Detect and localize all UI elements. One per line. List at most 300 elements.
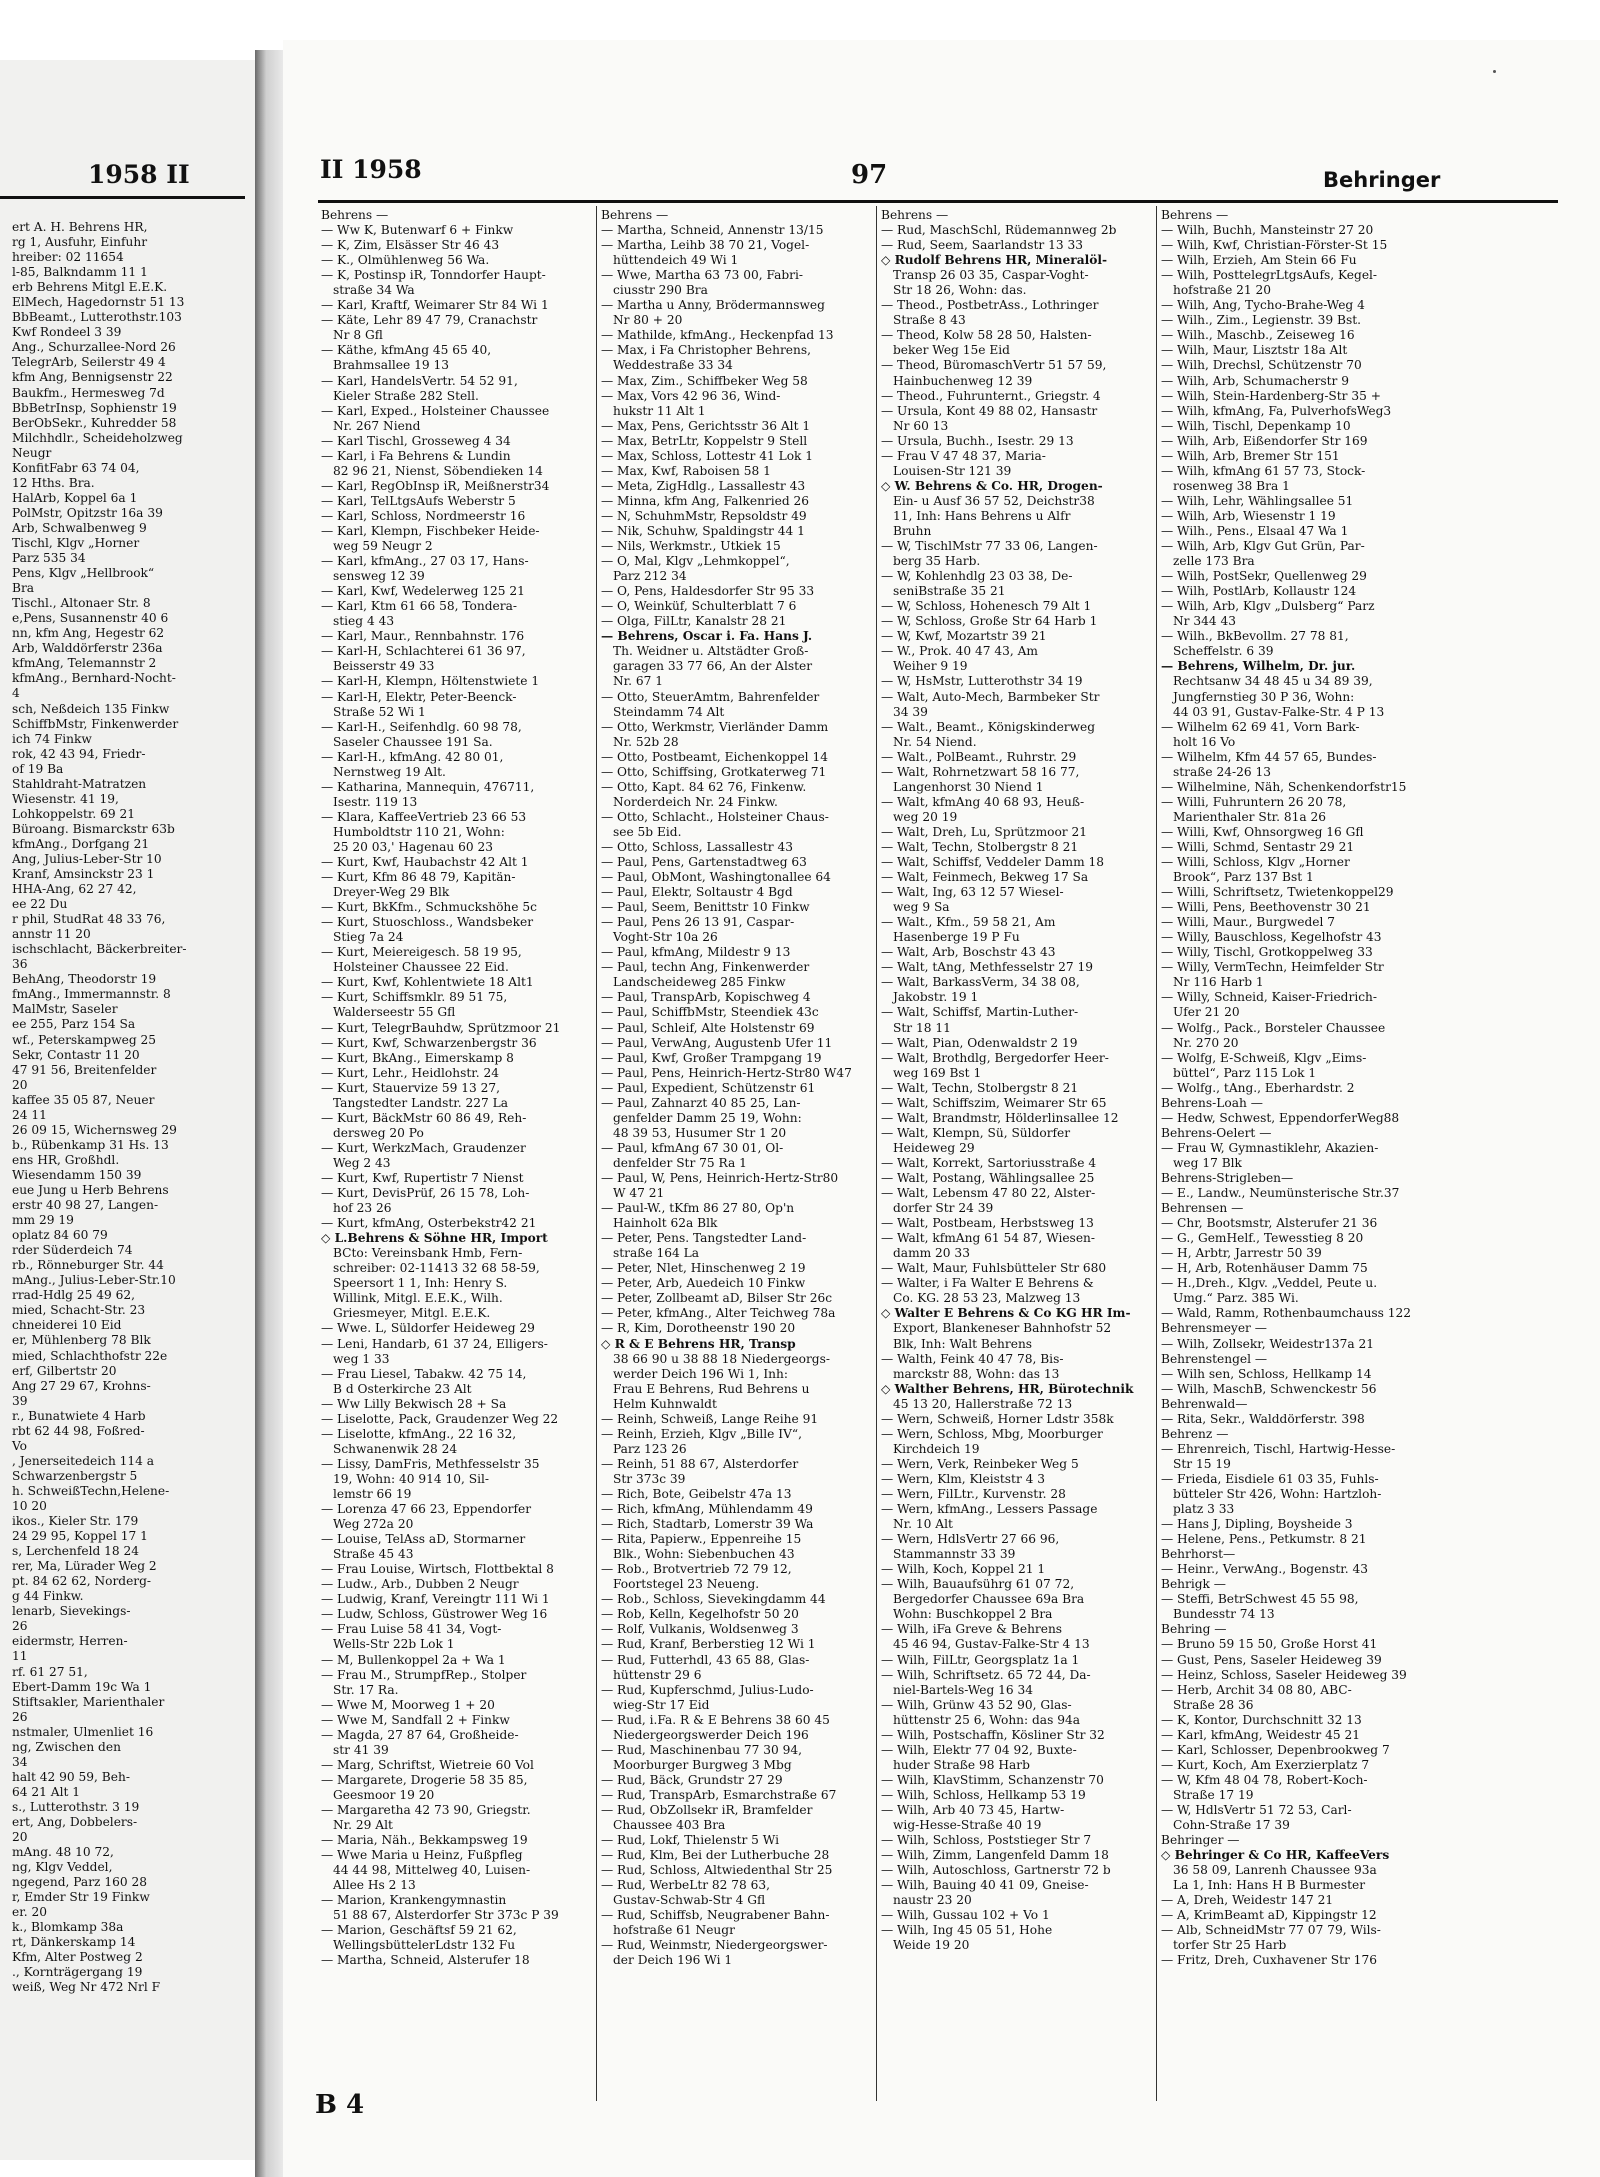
directory-entry: Stieg 7a 24 [333, 930, 404, 945]
directory-entry: — Otto, SteuerAmtm, Bahrenfelder [601, 689, 820, 704]
directory-entry: — Rud, Kupferschmd, Julius-Ludo- [601, 1682, 814, 1697]
directory-entry: Bruhn [893, 523, 932, 538]
directory-entry: kfmAng., Dorfgang 21 [12, 836, 150, 851]
directory-entry: Büroang. Bismarckstr 63b [12, 821, 175, 836]
directory-entry: hüttenstr 29 6 [613, 1667, 702, 1682]
directory-entry: — Wern, Schloss, Mbg, Moorburger [881, 1426, 1103, 1441]
directory-entry: La 1, Inh: Hans H B Burmester [1173, 1878, 1366, 1893]
directory-entry: — Wilh, Koch, Koppel 21 1 [881, 1562, 1046, 1577]
directory-entry: hüttendeich 49 Wi 1 [613, 253, 739, 268]
directory-entry: Nr 80 + 20 [613, 313, 683, 328]
directory-entry: — Walt, Pian, Odenwaldstr 2 19 [881, 1035, 1078, 1050]
directory-entry: Behrens-Oelert — [1161, 1125, 1272, 1140]
directory-entry: — Karl-H, Klempn, Höltenstwiete 1 [321, 674, 540, 689]
directory-entry: — Kurt, DevisPrüf, 26 15 78, Loh- [321, 1186, 530, 1201]
directory-entry: — K, Kontor, Durchschnitt 32 13 [1161, 1712, 1362, 1727]
directory-entry: ◇ Rudolf Behrens HR, Mineralöl- [881, 253, 1108, 268]
directory-entry: — Frau Liesel, Tabakw. 42 75 14, [321, 1366, 527, 1381]
directory-entry: Ufer 21 20 [1173, 1005, 1240, 1020]
directory-entry: ee 255, Parz 154 Sa [12, 1017, 136, 1032]
directory-entry: b., Rübenkamp 31 Hs. 13 [12, 1137, 169, 1152]
directory-entry: s, Lerchenfeld 18 24 [12, 1544, 140, 1559]
directory-entry: — Willi, Schriftsetz, Twietenkoppel29 [1161, 885, 1394, 900]
directory-entry: — Liselotte, Pack, Graudenzer Weg 22 [321, 1411, 559, 1426]
directory-entry: — Walt, Postbeam, Herbstsweg 13 [881, 1216, 1094, 1231]
directory-entry: ischschlacht, Bäckerbreiter- [12, 942, 187, 957]
directory-entry: — Wilh, iFa Greve & Behrens [881, 1622, 1063, 1637]
directory-entry: Walderseestr 55 Gfl [333, 1005, 456, 1020]
directory-entry: straße 164 La [613, 1246, 699, 1261]
directory-entry: BbBetrInsp, Sophienstr 19 [12, 400, 177, 415]
directory-entry: — Wilh, Kwf, Christian-Förster-St 15 [1161, 238, 1388, 253]
directory-entry: — Paul, ObMont, Washingtonallee 64 [601, 870, 831, 885]
directory-entry: Lohkoppelstr. 69 21 [12, 806, 135, 821]
directory-entry: — Rud, Futterhdl, 43 65 88, Glas- [601, 1652, 810, 1667]
directory-entry: — Nils, Werkmstr., Utkiek 15 [601, 539, 781, 554]
directory-entry: zelle 173 Bra [1173, 554, 1255, 569]
directory-entry: Holsteiner Chaussee 22 Eid. [333, 960, 509, 975]
directory-entry: — Walt, Rohrnetzwart 58 16 77, [881, 764, 1080, 779]
directory-entry: Niedergeorgswerder Deich 196 [613, 1727, 809, 1742]
directory-entry: Nr 60 13 [893, 418, 949, 433]
directory-entry: 44 03 91, Gustav-Falke-Str. 4 P 13 [1173, 704, 1385, 719]
directory-entry: — Walt, Postang, Wählingsallee 25 [881, 1171, 1095, 1185]
directory-entry: kfmAng, Telemannstr 2 [12, 656, 157, 671]
directory-entry: — Karl, Schlosser, Depenbrookweg 7 [1161, 1742, 1390, 1757]
directory-entry: — Karl, TelLtgsAufs Weberstr 5 [321, 493, 516, 508]
directory-entry: — Kurt, BkKfm., Schmuckshöhe 5c [321, 900, 537, 915]
directory-entry: Weg 272a 20 [333, 1517, 414, 1532]
directory-entry: 64 21 Alt 1 [12, 1784, 80, 1799]
directory-entry: rbt 62 44 98, Foßred- [12, 1423, 145, 1438]
directory-entry: — Ludwig, Kranf, Vereingtr 111 Wi 1 [321, 1592, 550, 1607]
directory-entry: l-85, Balkndamm 11 1 [12, 265, 148, 280]
directory-entry: — Paul, Seem, Benittstr 10 Finkw [601, 900, 810, 915]
directory-entry: — Ludw., Arb., Dubben 2 Neugr [321, 1577, 519, 1592]
directory-entry: — Kurt, Kwf, Kohlentwiete 18 Alt1 [321, 975, 534, 990]
directory-entry: Saseler Chaussee 191 Sa. [333, 734, 493, 749]
directory-entry: — Paul, SchiffbMstr, Steendiek 43c [601, 1005, 819, 1020]
directory-entry: 82 96 21, Nienst, Söbendieken 14 [333, 463, 543, 478]
directory-entry: — Wilh, PostSekr, Quellenweg 29 [1161, 569, 1367, 584]
directory-entry: lemstr 66 19 [333, 1486, 412, 1501]
directory-entry: — Wilh, Grünw 43 52 90, Glas- [881, 1697, 1072, 1712]
directory-entry: oplatz 84 60 79 [12, 1228, 108, 1243]
directory-entry: genfelder Damm 25 19, Wohn: [613, 1110, 802, 1125]
directory-entry: hof 23 26 [333, 1201, 392, 1216]
directory-entry: weiß, Weg Nr 472 Nrl F [12, 1980, 161, 1995]
directory-entry: h. SchweißTechn,Helene- [12, 1483, 170, 1498]
directory-entry: Weg 2 43 [333, 1155, 391, 1170]
directory-entry: werder Deich 196 Wi 1, Inh: [613, 1366, 788, 1381]
directory-entry: — Walt, kfmAng 61 54 87, Wiesen- [881, 1231, 1095, 1246]
directory-entry: — Ehrenreich, Tischl, Hartwig-Hesse- [1161, 1441, 1396, 1456]
directory-entry: — Wern, HdlsVertr 27 66 96, [881, 1532, 1060, 1547]
directory-entry: ert, Ang, Dobbelers- [12, 1814, 138, 1829]
directory-entry: — W, Schloss, Hohenesch 79 Alt 1 [881, 599, 1092, 614]
directory-entry: — Kurt, TelegrBauhdw, Sprützmoor 21 [321, 1020, 561, 1035]
directory-entry: k., Blomkamp 38a [12, 1920, 124, 1935]
directory-entry: — Paul, VerwAng, Augustenb Ufer 11 [601, 1035, 833, 1050]
directory-entry: Dreyer-Weg 29 Blk [333, 885, 450, 900]
directory-entry: — Karl-H, Elektr, Peter-Beenck- [321, 689, 517, 704]
directory-entry: — Helene, Pens., Petkumstr. 8 21 [1161, 1532, 1367, 1547]
directory-entry: — W., Prok. 40 47 43, Am [881, 644, 1038, 659]
directory-entry: — Otto, Postbeamt, Eichenkoppel 14 [601, 749, 828, 764]
directory-entry: hofstraße 21 20 [1173, 283, 1272, 298]
directory-entry: — Rud, Seem, Saarlandstr 13 33 [881, 238, 1083, 253]
directory-entry: — Paul, kfmAng, Mildestr 9 13 [601, 945, 791, 960]
directory-entry: Umg.“ Parz. 385 Wi. [1173, 1291, 1299, 1306]
directory-entry: — Wilh, Arb, Wiesenstr 1 19 [1161, 508, 1336, 523]
directory-entry: — Maria, Näh., Bekkampsweg 19 [321, 1833, 528, 1848]
directory-entry: — Walt, Dreh, Lu, Sprützmoor 21 [881, 824, 1088, 839]
directory-entry: stieg 4 43 [333, 614, 395, 629]
directory-entry: mied, Schacht-Str. 23 [12, 1303, 146, 1318]
directory-entry: 45 13 20, Hallerstraße 72 13 [893, 1396, 1073, 1411]
directory-entry: — Wilh, Lehr, Wählingsallee 51 [1161, 493, 1354, 508]
directory-entry: 39 [12, 1393, 28, 1408]
directory-entry: Behrensmeyer — [1161, 1321, 1267, 1336]
directory-entry: — Walt, BarkassVerm, 34 38 08, [881, 975, 1080, 990]
directory-entry: — Rud, i.Fa. R & E Behrens 38 60 45 [601, 1712, 830, 1727]
directory-entry: Behrens-Strigleben— [1161, 1171, 1294, 1185]
directory-entry: — A, Dreh, Weidestr 147 21 [1161, 1893, 1334, 1908]
directory-entry: Bergedorfer Chaussee 69a Bra [893, 1592, 1085, 1607]
directory-entry: erstr 40 98 27, Langen- [12, 1198, 159, 1213]
directory-entry: Bundesstr 74 13 [1173, 1607, 1275, 1622]
directory-entry: BCto: Vereinsbank Hmb, Fern- [333, 1246, 523, 1261]
directory-entry: mm 29 19 [12, 1213, 74, 1228]
directory-entry: g 44 Finkw. [12, 1589, 84, 1604]
directory-entry: — Walt., Kfm., 59 58 21, Am [881, 915, 1056, 930]
directory-entry: — Paul, Pens 26 13 91, Caspar- [601, 915, 795, 930]
directory-entry: lenarb, Sievekings- [12, 1604, 131, 1619]
directory-entry: ikos., Kieler Str. 179 [12, 1514, 139, 1529]
directory-entry: s., Lutterothstr. 3 19 [12, 1799, 140, 1814]
directory-entry: — Rud, Weinmstr, Niedergeorgswer- [601, 1938, 828, 1953]
directory-entry: halt 42 90 59, Beh- [12, 1769, 130, 1784]
directory-entry: Wiesendamm 150 39 [12, 1167, 142, 1182]
directory-entry: torfer Str 25 Harb [1173, 1938, 1287, 1953]
directory-entry: — Wwe, Martha 63 73 00, Fabri- [601, 268, 803, 283]
directory-entry: 11 [12, 1649, 28, 1664]
directory-entry: , Jenerseitedeich 114 a [12, 1453, 155, 1468]
directory-entry: hukstr 11 Alt 1 [613, 403, 706, 418]
directory-entry: — Wilh, Zimm, Langenfeld Damm 18 [881, 1848, 1109, 1863]
directory-entry: — Marion, Geschäftsf 59 21 62, [321, 1923, 517, 1938]
directory-entry: — Katharina, Mannequin, 476711, [321, 779, 535, 794]
directory-entry: — Kurt, Meiereigesch. 58 19 95, [321, 945, 522, 960]
directory-entry: — W, HdlsVertr 51 72 53, Carl- [1161, 1802, 1352, 1817]
directory-entry: — Hedw, Schwest, EppendorferWeg88 [1161, 1110, 1400, 1125]
directory-entry: Behrenz — [1161, 1426, 1229, 1441]
directory-entry: — M, Bullenkoppel 2a + Wa 1 [321, 1652, 506, 1667]
directory-entry: — Willi, Schmd, Sentastr 29 21 [1161, 839, 1355, 854]
directory-entry: 34 [12, 1754, 28, 1769]
directory-entry: — Otto, Schloss, Lassallestr 43 [601, 839, 793, 854]
directory-entry: Rechtsanw 34 48 45 u 34 89 39, [1173, 674, 1373, 689]
directory-entry: — Karl, Exped., Holsteiner Chaussee [321, 403, 550, 418]
directory-entry: — Rob, Kelln, Kegelhofstr 50 20 [601, 1607, 799, 1622]
directory-entry: — Kurt, Kfm 86 48 79, Kapitän- [321, 870, 516, 885]
directory-entry: Weddestraße 33 34 [613, 358, 733, 373]
directory-entry: — G., GemHelf., Tewesstieg 8 20 [1161, 1231, 1364, 1246]
directory-entry: — Max, Vors 42 96 36, Wind- [601, 388, 781, 403]
directory-entry: MalMstr, Saseler [12, 1002, 118, 1017]
directory-entry: — Theod, Kolw 58 28 50, Halsten- [881, 328, 1092, 343]
directory-entry: Nr. 29 Alt [333, 1818, 393, 1833]
directory-entry: Weiher 9 19 [893, 659, 968, 674]
directory-entry: ciusstr 290 Bra [613, 283, 708, 298]
directory-entry: — Marion, Krankengymnastin [321, 1893, 507, 1908]
directory-entry: — Wilhelmine, Näh, Schenkendorfstr15 [1161, 779, 1407, 794]
directory-entry: ◇ Walther Behrens, HR, Bürotechnik [881, 1381, 1134, 1396]
directory-entry: — Wilh, Gussau 102 + Vo 1 [881, 1908, 1050, 1923]
directory-entry: dorfer Str 24 39 [893, 1201, 994, 1216]
column-divider [596, 206, 597, 2101]
directory-entry: Allee Hs 2 13 [333, 1878, 416, 1893]
directory-entry: — Walter, i Fa Walter E Behrens & [881, 1276, 1094, 1291]
directory-entry: büttel“, Parz 115 Lok 1 [1173, 1065, 1317, 1080]
directory-entry: ., Kornträgergang 19 [12, 1965, 143, 1980]
directory-entry: Straße 45 43 [333, 1547, 414, 1562]
directory-entry: berg 35 Harb. [893, 554, 981, 569]
directory-entry: — Frieda, Eisdiele 61 03 35, Fuhls- [1161, 1471, 1379, 1486]
directory-entry: 11, Inh: Hans Behrens u Alfr [893, 508, 1071, 523]
directory-entry: weg 9 Sa [893, 900, 950, 915]
directory-entry: — W, Kwf, Mozartstr 39 21 [881, 629, 1047, 644]
directory-entry: Straße 17 19 [1173, 1787, 1254, 1802]
directory-entry: 38 66 90 u 38 88 18 Niedergeorgs- [613, 1351, 830, 1366]
directory-entry: — W, Schloss, Große Str 64 Harb 1 [881, 614, 1098, 629]
directory-entry: — Kurt, Stauervize 59 13 27, [321, 1080, 501, 1095]
directory-entry: — H, Arb, Rotenhäuser Damm 75 [1161, 1261, 1368, 1276]
directory-entry: — Karl, i Fa Behrens & Lundin [321, 448, 511, 463]
directory-entry: — Walt, Brothdlg, Bergedorfer Heer- [881, 1050, 1109, 1065]
directory-entry: — Paul, techn Ang, Finkenwerder [601, 960, 810, 975]
book-gutter [255, 50, 283, 2177]
directory-entry: — Willi, Kwf, Ohnsorgweg 16 Gfl [1161, 824, 1364, 839]
directory-entry: — Rud, WerbeLtr 82 78 63, [601, 1878, 771, 1893]
directory-entry: er, Mühlenberg 78 Blk [12, 1333, 151, 1348]
directory-entry: — Heinz, Schloss, Saseler Heideweg 39 [1161, 1667, 1407, 1682]
directory-entry: PolMstr, Opitzstr 16a 39 [12, 505, 163, 520]
directory-entry: WellingsbüttelerLdstr 132 Fu [333, 1938, 516, 1953]
directory-entry: — Kurt, Kwf, Rupertistr 7 Nienst [321, 1171, 524, 1185]
directory-entry: — Karl, Kraftf, Weimarer Str 84 Wi 1 [321, 298, 549, 313]
directory-entry: — Rita, Sekr., Walddörferstr. 398 [1161, 1411, 1365, 1426]
directory-entry: — Rud, MaschSchl, Rüdemannweg 2b [881, 223, 1117, 238]
directory-entry: — Käte, Lehr 89 47 79, Cranachstr [321, 313, 538, 328]
directory-entry: — Wwe M, Moorweg 1 + 20 [321, 1697, 495, 1712]
directory-entry: — Willi, Schloss, Klgv „Horner [1161, 855, 1350, 870]
directory-entry: Straße 8 43 [893, 313, 966, 328]
directory-entry: — Walt, Schiffsf, Martin-Luther- [881, 1005, 1079, 1020]
directory-entry: Baukfm., Hermesweg 7d [12, 385, 165, 400]
directory-entry: weg 20 19 [893, 809, 958, 824]
directory-entry: — Heinr., VerwAng., Bogenstr. 43 [1161, 1562, 1369, 1577]
directory-entry: Brook“, Parz 137 Bst 1 [1173, 870, 1314, 885]
directory-entry: — Rob., Brotvertrieb 72 79 12, [601, 1562, 792, 1577]
directory-entry: Milchhdlr., Scheideholzweg [12, 430, 183, 445]
directory-entry: — Rob., Schloss, Sievekingdamm 44 [601, 1592, 826, 1607]
directory-entry: Nr. 52b 28 [613, 734, 679, 749]
directory-entry: Cohn-Straße 17 39 [1173, 1818, 1290, 1833]
directory-entry: — Wilhelm 62 69 41, Vorn Bark- [1161, 719, 1360, 734]
directory-entry: ngegend, Parz 160 28 [12, 1875, 147, 1890]
directory-entry: Nr 116 Harb 1 [1173, 975, 1264, 990]
directory-entry: Tischl., Altonaer Str. 8 [12, 596, 151, 611]
directory-entry: — Wilh, MaschB, Schwenckestr 56 [1161, 1381, 1377, 1396]
directory-entry: — Wilh., Maschb., Zeiseweg 16 [1161, 328, 1355, 343]
directory-entry: — Wilh, Elektr 77 04 92, Buxte- [881, 1742, 1077, 1757]
directory-entry: str 41 39 [333, 1742, 389, 1757]
directory-entry: rer, Ma, Lürader Weg 2 [12, 1559, 157, 1574]
page-header-right: Behringer [1323, 168, 1441, 192]
directory-entry: — Ww K, Butenwarf 6 + Finkw [321, 223, 514, 238]
directory-entry: Scheffelstr. 6 39 [1173, 644, 1274, 659]
directory-entry: — O, Weinküf, Schulterblatt 7 6 [601, 599, 797, 614]
directory-entry: Frau E Behrens, Rud Behrens u [613, 1381, 810, 1396]
directory-entry: — Rud, Klm, Bei der Lutherbuche 28 [601, 1848, 830, 1863]
directory-entry: — Wilh, Arb 40 73 45, Hartw- [881, 1802, 1065, 1817]
directory-entry: see 5b Eid. [613, 824, 682, 839]
directory-entry: — Reinh, 51 88 67, Alsterdorfer [601, 1456, 799, 1471]
directory-entry: Chaussee 403 Bra [613, 1818, 726, 1833]
right-page [283, 40, 1600, 2177]
directory-entry: dersweg 20 Po [333, 1125, 424, 1140]
directory-entry: Export, Blankeneser Bahnhofstr 52 [893, 1321, 1112, 1336]
directory-entry: — Willy, Schneid, Kaiser-Friedrich- [1161, 990, 1378, 1005]
directory-entry: — Rud, Lokf, Thielenstr 5 Wi [601, 1833, 780, 1848]
directory-entry: ee 22 Du [12, 897, 68, 912]
directory-entry: Kirchdeich 19 [893, 1441, 980, 1456]
directory-entry: — K., Olmühlenweg 56 Wa. [321, 253, 490, 268]
directory-entry: — Paul, Elektr, Soltaustr 4 Bgd [601, 885, 793, 900]
directory-entry: — Rolf, Vulkanis, Woldsenweg 3 [601, 1622, 799, 1637]
directory-entry: — Wolfg., Pack., Borsteler Chaussee [1161, 1020, 1386, 1035]
directory-entry: — Rud, ObZollsekr iR, Bramfelder [601, 1802, 813, 1817]
directory-entry: Schwanenwik 28 24 [333, 1441, 458, 1456]
directory-entry: ng, Zwischen den [12, 1739, 121, 1754]
directory-entry: Humboldtstr 110 21, Wohn: [333, 824, 505, 839]
directory-entry: — Leni, Handarb, 61 37 24, Elligers- [321, 1336, 548, 1351]
column-divider [876, 206, 877, 2101]
directory-entry: Parz 212 34 [613, 569, 687, 584]
directory-entry: kfmAng., Bernhard-Nocht- [12, 671, 176, 686]
directory-entry: Isestr. 119 13 [333, 794, 418, 809]
directory-entry: — Walt., Beamt., Königskinderweg [881, 719, 1096, 734]
directory-entry: Landscheideweg 285 Finkw [613, 975, 786, 990]
directory-entry: sensweg 12 39 [333, 569, 425, 584]
directory-entry: — Wilh sen, Schloss, Hellkamp 14 [1161, 1366, 1372, 1381]
directory-entry: Behrens — [881, 208, 949, 222]
directory-entry: 51 88 67, Alsterdorfer Str 373c P 39 [333, 1908, 559, 1923]
directory-entry: — Wern, Schweiß, Horner Ldstr 358k [881, 1411, 1114, 1426]
directory-entry: — Wern, Klm, Kleiststr 4 3 [881, 1471, 1046, 1486]
directory-entry: Wells-Str 22b Lok 1 [333, 1637, 455, 1652]
directory-entry: straße 34 Wa [333, 283, 415, 298]
directory-entry: mAng. 48 10 72, [12, 1845, 114, 1860]
directory-entry: — Rud, Maschinenbau 77 30 94, [601, 1742, 803, 1757]
directory-entry: — Reinh, Erzieh, Klgv „Bille IV“, [601, 1426, 802, 1441]
directory-entry: — Frau Luise 58 41 34, Vogt- [321, 1622, 502, 1637]
directory-entry: — O, Mal, Klgv „Lehmkoppel“, [601, 554, 790, 569]
directory-entry: — Walt, Korrekt, Sartoriusstraße 4 [881, 1155, 1097, 1170]
directory-entry: damm 20 33 [893, 1246, 970, 1261]
directory-entry: Pens, Klgv „Hellbrook“ [12, 566, 155, 581]
directory-entry: SchiffbMstr, Finkenwerder [12, 716, 179, 731]
directory-entry: Kfm, Alter Postweg 2 [12, 1950, 143, 1965]
directory-entry: — Martha, Leihb 38 70 21, Vogel- [601, 238, 810, 253]
directory-entry: — Karl, Kwf, Wedelerweg 125 21 [321, 584, 525, 599]
directory-entry: der Deich 196 Wi 1 [613, 1953, 733, 1968]
directory-entry: 26 09 15, Wichernsweg 29 [12, 1122, 177, 1137]
directory-entry: Behrens — [1161, 208, 1229, 222]
directory-entry: Ebert-Damm 19c Wa 1 [12, 1679, 152, 1694]
directory-entry: — Wilh, kfmAng, Fa, PulverhofsWeg3 [1161, 403, 1392, 418]
directory-entry: — Paul, Zahnarzt 40 85 25, Lan- [601, 1095, 801, 1110]
directory-entry: — Walt, Ing, 63 12 57 Wiesel- [881, 885, 1064, 900]
directory-entry: Heideweg 29 [893, 1140, 975, 1155]
directory-entry: — W, TischlMstr 77 33 06, Langen- [881, 539, 1098, 554]
directory-entry: Brahmsallee 19 13 [333, 358, 449, 373]
directory-entry: — K, Postinsp iR, Tonndorfer Haupt- [321, 268, 546, 283]
directory-entry: erb Behrens Mitgl E.E.K. [12, 280, 168, 295]
directory-entry: Griesmeyer, Mitgl. E.E.K. [333, 1306, 491, 1321]
directory-entry: hüttenstr 25 6, Wohn: das 94a [893, 1712, 1080, 1727]
directory-entry: mAng., Julius-Leber-Str.10 [12, 1273, 176, 1288]
directory-entry: — Max, Pens, Gerichtsstr 36 Alt 1 [601, 418, 811, 433]
directory-entry: — Kurt, BäckMstr 60 86 49, Reh- [321, 1110, 527, 1125]
directory-entry: — Willy, Tischl, Grotkoppelweg 33 [1161, 945, 1373, 960]
directory-entry: — Rud, TranspArb, Esmarchstraße 67 [601, 1787, 837, 1802]
directory-column-2 [601, 208, 873, 2103]
directory-entry: — Theod., Fuhrunternt., Griegstr. 4 [881, 388, 1101, 403]
directory-entry: — Walt., PolBeamt., Ruhrstr. 29 [881, 749, 1077, 764]
directory-entry: ◇ Walter E Behrens & Co KG HR Im- [881, 1306, 1131, 1321]
directory-entry: — Wilh, Schriftsetz. 65 72 44, Da- [881, 1667, 1091, 1682]
directory-entry: — Peter, Nlet, Hinschenweg 2 19 [601, 1261, 806, 1276]
directory-entry: Gustav-Schwab-Str 4 Gfl [613, 1893, 766, 1908]
directory-entry: — Rich, Stadtarb, Lomerstr 39 Wa [601, 1517, 814, 1532]
directory-entry: Behrens — [601, 208, 669, 222]
directory-entry: Bra [12, 581, 35, 596]
directory-entry: weg 59 Neugr 2 [333, 539, 433, 554]
directory-entry: Nr. 67 1 [613, 674, 664, 689]
directory-entry: Parz 535 34 [12, 551, 86, 566]
directory-entry: Blk., Wohn: Siebenbuchen 43 [613, 1547, 795, 1562]
directory-entry: TelegrArb, Seilerstr 49 4 [12, 355, 166, 370]
directory-entry: — Wilh, Erzieh, Am Stein 66 Fu [1161, 253, 1357, 268]
directory-entry: marckstr 88, Wohn: das 13 [893, 1366, 1060, 1381]
directory-entry: Hainholt 62a Blk [613, 1216, 718, 1231]
directory-entry: — Louise, TelAss aD, Stormarner [321, 1532, 526, 1547]
directory-entry: — Wern, Verk, Reinbeker Weg 5 [881, 1456, 1079, 1471]
directory-entry: Geesmoor 19 20 [333, 1787, 435, 1802]
directory-entry: rt, Dänkerskamp 14 [12, 1935, 136, 1950]
directory-entry: — Kurt, Schiffsmklr. 89 51 75, [321, 990, 508, 1005]
directory-entry: Nr. 10 Alt [893, 1517, 953, 1532]
directory-entry: — Wern, FilLtr., Kurvenstr. 28 [881, 1486, 1066, 1501]
directory-entry: — Wilh, Ang, Tycho-Brahe-Weg 4 [1161, 298, 1365, 313]
directory-entry: — Willi, Maur., Burgwedel 7 [1161, 915, 1336, 930]
directory-entry: 20 [12, 1077, 28, 1092]
directory-entry: — N, SchuhmMstr, Repsoldstr 49 [601, 508, 807, 523]
directory-entry: — Karl, HandelsVertr. 54 52 91, [321, 373, 518, 388]
directory-entry: hofstraße 61 Neugr [613, 1923, 735, 1938]
